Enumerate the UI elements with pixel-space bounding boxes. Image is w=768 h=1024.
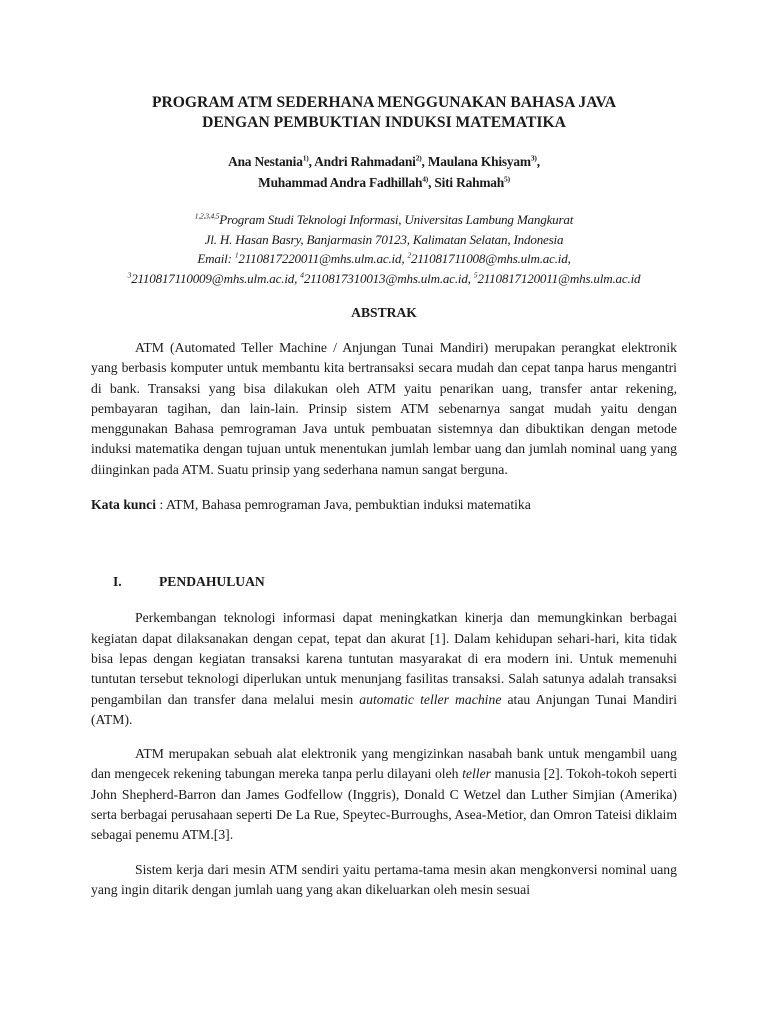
title-line-1: PROGRAM ATM SEDERHANA MENGGUNAKAN BAHASA JAVA (152, 94, 616, 111)
email-address[interactable]: 211081711008@mhs.ulm.ac.id (411, 251, 568, 266)
paragraph-text: manusia [2]. Tokoh-tokoh seperti John Shepherd-Barron dan James Godfellow (Inggris), Donald C Wetzel dan Luther Simjian (Amerika) serta berbagai perusahaan seperti De La Rue, Speytec-Burroughs, Asea-Metior, dan Omron Tateisi diklaim sebagai penemu ATM.[3]. (91, 766, 677, 843)
affiliation-marks: 1,2,3,4,5 (194, 211, 220, 221)
keywords-label: Kata kunci (91, 497, 157, 513)
email-mark: 3 (127, 270, 132, 280)
author-mark: 2) (415, 153, 422, 163)
introduction-paragraph-1 (91, 608, 677, 730)
section-heading-introduction (91, 573, 677, 591)
author-line-1: Ana Nestania$^{1)}$, Andri Rahmadani$^{2)}$, Maulana Khisyam$^{3)}$, (228, 153, 540, 169)
author-line-2: Muhammad Andra Fadhillah$^{4)}$, Siti Rahmah$^{5)}$ (258, 174, 510, 190)
paragraph-text: atau Anjungan Tunai Mandiri (ATM). (91, 691, 677, 727)
email-address[interactable]: 2110817220011@mhs.ulm.ac.id (238, 251, 402, 266)
author-name: Siti Rahmah (434, 175, 505, 190)
email-mark: 1 (234, 250, 239, 260)
affiliation-block (91, 210, 677, 288)
author-list (91, 151, 677, 193)
email-address[interactable]: 2110817110009@mhs.ulm.ac.id (131, 270, 295, 286)
author-mark: 4) (422, 174, 429, 184)
institution-name: Program Studi Teknologi Informasi, Universitas Lambung Mangkurat (219, 212, 574, 227)
email-line-2: $^3$2110817110009@mhs.ulm.ac.id, $^4$2110817310013@mhs.ulm.ac.id, $^5$2110817120011@mhs.ulm.ac.id (127, 270, 641, 286)
email-mark: 5 (473, 270, 478, 280)
paper-page (91, 93, 677, 900)
keywords (91, 495, 677, 515)
paragraph-italic-term: automatic teller machine (359, 691, 502, 707)
title-line-2: DENGAN PEMBUKTIAN INDUKSI MATEMATIKA (202, 114, 566, 131)
introduction-paragraph-3: Sistem kerja dari mesin ATM sendiri yaitu pertama-tama mesin akan mengkonversi nominal uang yang ingin ditarik dengan jumlah uang yang akan dikeluarkan oleh mesin sesuai (91, 861, 677, 897)
author-mark: 1) (302, 153, 309, 163)
author-name: Andri Rahmadani (314, 154, 416, 169)
keywords-text: ATM, Bahasa pemrograman Java, pembuktian induksi matematika (165, 497, 531, 513)
email-mark: 4 (300, 270, 304, 280)
keywords-separator: : (156, 497, 166, 513)
author-mark: 5) (504, 174, 510, 184)
affiliation-address: Jl. H. Hasan Basry, Banjarmasin 70123, Kalimatan Selatan, Indonesia (204, 231, 564, 247)
paragraph-text: ATM merupakan sebuah alat elektronik yang mengizinkan nasabah bank untuk mengambil uang dan mengecek rekening tabungan mereka tanpa perlu dilayani oleh (91, 746, 677, 782)
paper-title (91, 93, 677, 133)
introduction-paragraph-2 (91, 744, 677, 845)
email-label: Email: (197, 251, 232, 266)
abstract-heading: ABSTRAK (351, 305, 417, 320)
email-line-1: Email: $^1$2110817220011@mhs.ulm.ac.id, $^2$211081711008@mhs.ulm.ac.id, (197, 250, 571, 266)
section-title: PENDAHULUAN (159, 574, 265, 590)
author-mark: 3) (530, 153, 537, 163)
paragraph-text: Perkembangan teknologi informasi dapat meningkatkan kinerja dan memungkinkan berbagai kegiatan dapat dilaksanakan dengan cepat, tepat dan akurat [1]. Dalam kehidupan sehari-hari, kita tidak bisa lepas dengan kegiatan transaksi karena tuntutan masyarakat di era modern ini. Untuk memenuhi tuntutan tersebut teknologi diperlukan untuk menunjang fasilitas transaksi. Salah satunya adalah transaksi pengambilan dan transfer dana melalui mesin (91, 610, 677, 707)
email-address[interactable]: 2110817310013@mhs.ulm.ac.id (303, 270, 468, 286)
section-number: I. (113, 574, 122, 590)
author-name: Maulana Khisyam (427, 154, 531, 169)
author-name: Ana Nestania (228, 154, 303, 169)
author-name: Muhammad Andra Fadhillah (258, 175, 423, 190)
paragraph-italic-term: teller (462, 766, 491, 782)
abstract-body: ATM (Automated Teller Machine / Anjungan Tunai Mandiri) merupakan perangkat elektronik yang berbasis komputer untuk membantu kita bertransaksi secara mudah dan cepat tanpa harus mengantri di bank. Transaksi yang bisa dilakukan oleh ATM yaitu penarikan uang, transfer antar rekening, pembayaran tagihan, dan lain-lain. Prinsip sistem ATM sebenarnya sangat mudah yaitu dengan menggunakan Bahasa pemrograman Java untuk pembuatan sistemnya dan dibuktikan dengan metode induksi matematika dengan tujuan untuk menentukan jumlah lembar uang dan jumlah nominal uang yang diinginkan pada ATM. Suatu prinsip yang sederhana namun sangat berguna. (91, 340, 677, 477)
affiliation-institution (91, 210, 677, 230)
email-mark: 2 (407, 250, 412, 260)
email-address[interactable]: 2110817120011@mhs.ulm.ac.id (477, 270, 641, 286)
